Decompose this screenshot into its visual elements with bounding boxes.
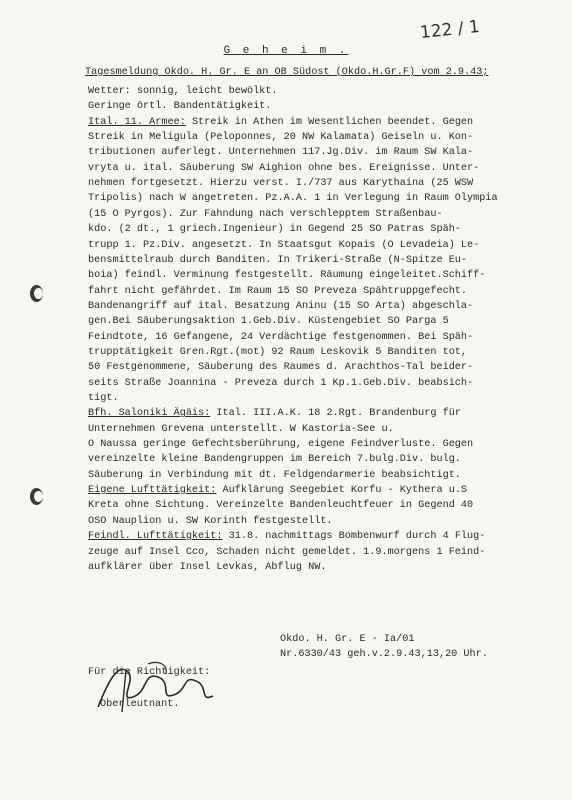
certification-label: Für die Richtigkeit: bbox=[88, 667, 211, 678]
report-line bbox=[88, 330, 473, 345]
report-line bbox=[88, 130, 473, 145]
report-line bbox=[88, 422, 394, 437]
line-text: Bandenangriff auf ital. Besatzung Aninu (15 SO Arta) abgeschla- bbox=[88, 300, 474, 312]
report-line bbox=[88, 284, 467, 299]
report-line bbox=[88, 161, 479, 176]
punch-hole-top bbox=[30, 285, 43, 302]
punch-hole-bottom bbox=[30, 488, 43, 505]
section-label: Feindl. Lufttätigkeit: bbox=[88, 531, 223, 543]
report-line bbox=[88, 391, 119, 406]
report-heading: Tagesmeldung Okdo. H. Gr. E an OB Südost (Okdo.H.Gr.F) vom 2.9.43; bbox=[85, 67, 489, 78]
line-text: tributionen auferlegt. Unternehmen 117.Jg.Div. im Raum SW Kala- bbox=[88, 147, 474, 159]
section-label: Eigene Lufttätigkeit: bbox=[88, 485, 217, 497]
section-label: Ital. 11. Armee: bbox=[88, 116, 186, 128]
classification-title: G e h e i m . bbox=[223, 45, 349, 57]
line-text: Tripolis) nach W angetreten. Pz.A.A. 1 in Verlegung in Raum Olympia bbox=[88, 193, 498, 205]
report-line bbox=[88, 345, 467, 360]
report-line bbox=[88, 238, 479, 253]
line-text: tigt. bbox=[88, 393, 119, 404]
page-number: 122 / 1 bbox=[419, 16, 481, 44]
report-line bbox=[88, 468, 461, 483]
office-reference: Okdo. H. Gr. E - Ia/01 bbox=[280, 634, 415, 645]
report-line bbox=[88, 84, 278, 99]
line-text: Unternehmen Grevena unterstellt. W Kastoria-See u. bbox=[88, 423, 394, 435]
report-line bbox=[88, 406, 461, 421]
line-text: Säuberung in Verbindung mit dt. Feldgendarmerie beabsichtigt. bbox=[88, 469, 461, 481]
report-line bbox=[88, 191, 498, 206]
line-text: vereinzelte kleine Bandengruppen im Bereich 7.bulg.Div. bulg. bbox=[88, 454, 461, 466]
rank-label: Oberleutnant. bbox=[100, 699, 180, 710]
line-text: boia) feindl. Verminung festgestellt. Räumung eingeleitet.Schiff- bbox=[88, 270, 486, 282]
report-line bbox=[88, 452, 461, 467]
line-text: Streik in Meligula (Peloponnes, 20 NW Kalamata) Geiseln u. Kon- bbox=[88, 132, 474, 144]
document-number: Nr.6330/43 geh.v.2.9.43,13,20 Uhr. bbox=[280, 649, 488, 660]
report-line bbox=[88, 483, 467, 498]
report-line bbox=[88, 299, 473, 314]
line-text: kdo. (2 dt., 1 griech.Ingenieur) in Gegend 25 SO Patras Späh- bbox=[88, 224, 461, 236]
line-text: aufklärer über Insel Levkas, Abflug NW. bbox=[88, 561, 327, 573]
report-line bbox=[88, 545, 485, 560]
line-text: bensmittelraub durch Banditen. In Trikeri-Straße (N-Spitze Eu- bbox=[88, 254, 468, 266]
line-text: fahrt nicht gefährdet. Im Raum 15 SO Preveza Spähtruppgefecht. bbox=[88, 285, 468, 297]
section-label: Bfh. Saloniki Ägäis: bbox=[88, 408, 211, 420]
line-text: vryta u. ital. Säuberung SW Aighion ohne bes. Ereignisse. Unter- bbox=[88, 162, 480, 174]
report-line bbox=[88, 268, 485, 283]
line-text: zeuge auf Insel Cco, Schaden nicht gemeldet. 1.9.morgens 1 Feind- bbox=[88, 546, 486, 558]
report-line bbox=[88, 514, 333, 529]
report-line bbox=[88, 253, 467, 268]
report-line bbox=[88, 437, 473, 452]
report-line bbox=[88, 222, 461, 237]
line-text: gen.Bei Säuberungsaktion 1.Geb.Div. Küstengebiet SO Parga 5 bbox=[88, 316, 449, 328]
line-text: trupp 1. Pz.Div. angesetzt. In Staatsgut Kopais (O Levadeia) Le- bbox=[88, 239, 480, 251]
line-text: nehmen fortgesetzt. Hierzu verst. I./737 aus Karythaina (25 WSW bbox=[88, 178, 474, 190]
line-text: Aufklärung Seegebiet Korfu - Kythera u.S bbox=[216, 485, 468, 497]
line-text: 50 Festgenommene, Säuberung des Raumes d. Arachthos-Tal beider- bbox=[88, 362, 474, 374]
line-text: trupptätigkeit Gren.Rgt.(mot) 92 Raum Leskovik 5 Banditen tot, bbox=[88, 346, 468, 358]
line-text: Wetter: sonnig, leicht bewölkt. bbox=[88, 86, 278, 97]
report-line bbox=[88, 99, 271, 114]
line-text: Feindtote, 16 Gefangene, 24 Verdächtige festgenommen. Bei Späh- bbox=[88, 331, 474, 343]
report-line bbox=[88, 176, 473, 191]
report-line bbox=[88, 145, 473, 160]
report-line bbox=[88, 207, 443, 222]
line-text: Streik in Athen im Wesentlichen beendet. Gegen bbox=[185, 116, 474, 128]
line-text: (15 O Pyrgos). Zur Fahndung nach verschlepptem Straßenbau- bbox=[88, 208, 443, 220]
line-text: Ital. III.A.K. 18 2.Rgt. Brandenburg für bbox=[210, 408, 461, 420]
handwritten-signature bbox=[88, 652, 238, 722]
report-line bbox=[88, 115, 473, 130]
line-text: OSO Nauplion u. SW Korinth festgestellt. bbox=[88, 515, 333, 527]
line-text: seits Straße Joannina - Preveza durch 1 Kp.1.Geb.Div. beabsich- bbox=[88, 377, 474, 389]
report-line bbox=[88, 314, 449, 329]
report-line bbox=[88, 498, 473, 513]
report-line bbox=[88, 529, 485, 544]
line-text: Geringe örtl. Bandentätigkeit. bbox=[88, 101, 272, 113]
line-text: Kreta ohne Sichtung. Vereinzelte Bandenleuchtfeuer in Gegend 40 bbox=[88, 500, 474, 512]
report-line bbox=[88, 360, 473, 375]
report-line bbox=[88, 376, 473, 391]
report-line bbox=[88, 560, 326, 575]
line-text: O Naussa geringe Gefechtsberührung, eigene Feindverluste. Gegen bbox=[88, 439, 474, 451]
line-text: 31.8. nachmittags Bombenwurf durch 4 Flug- bbox=[222, 531, 486, 543]
